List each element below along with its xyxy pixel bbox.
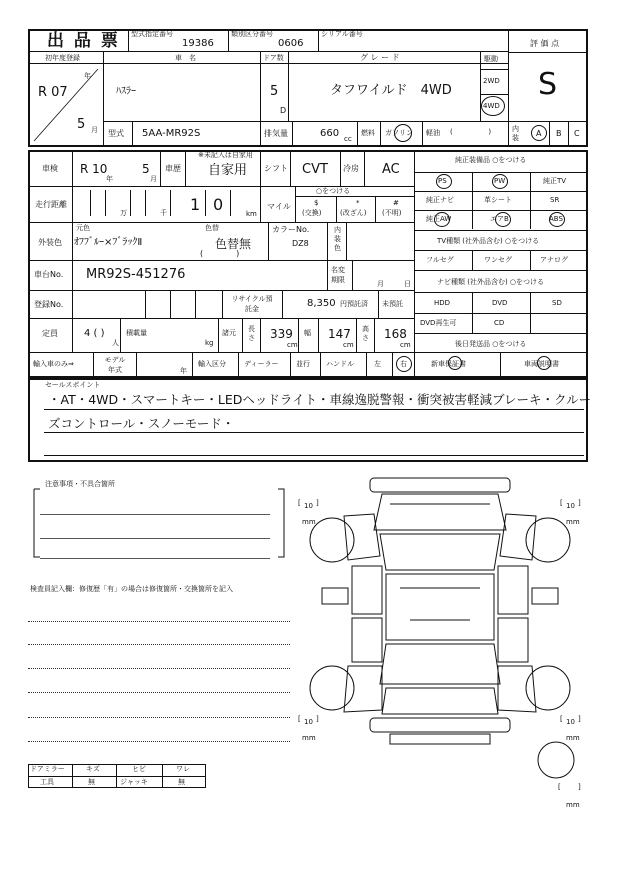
nav-hdd: HDD — [434, 299, 451, 307]
import-label: 輸入車のみ⇒ — [33, 360, 74, 368]
tv-oneseg: ワンセグ — [484, 256, 512, 264]
model-value: 5AA-MR92S — [142, 128, 201, 139]
aircon-value: AC — [382, 162, 400, 177]
type-no-label: 型式指定番号 — [131, 30, 173, 38]
first-reg-month: 5 — [77, 117, 86, 132]
doors-d: D — [280, 106, 287, 115]
handle-right-circle — [396, 356, 412, 372]
first-reg-label: 初年度登録 — [45, 54, 80, 62]
recycle-done: 円預託済 — [340, 300, 368, 308]
shaken-month: 5 — [142, 162, 150, 176]
tire-spare-close: ] — [578, 783, 581, 791]
tire-spare-unit: mm — [566, 801, 580, 809]
caution-label: 注意事項・不具合箇所 — [45, 480, 115, 488]
history-label: 車歴 — [165, 164, 181, 173]
model-year-suffix: 年 — [180, 367, 187, 375]
sales-point-label: セールスポイント — [45, 381, 101, 389]
tire-fl-close: ] — [316, 499, 319, 507]
nav-sd: SD — [552, 299, 562, 307]
category-no-value: 0606 — [278, 38, 304, 49]
import-dealer: ディーラー — [244, 360, 279, 368]
category-no-label: 類別区分番号 — [231, 30, 273, 38]
later-manual: 車両説明書 — [524, 360, 559, 368]
shaken-year: R 10 — [80, 162, 108, 176]
capacity-value: 4 ( ) — [84, 328, 105, 339]
inspector-label: 検査員記入欄：修復歴「有」の場合は修復箇所・交換箇所を記入 — [30, 585, 233, 593]
capacity-label: 定員 — [42, 329, 58, 338]
width-label: 幅 — [304, 329, 311, 337]
width-unit: cm — [343, 341, 354, 349]
nav-cd: CD — [494, 319, 505, 327]
equipment-airbag: エアB — [490, 215, 509, 223]
nav-type-title: ナビ種類 (社外品含む) ○をつける — [437, 278, 545, 286]
orig-color-label: 元色 — [76, 224, 90, 232]
score-label: 評 価 点 — [530, 39, 560, 48]
equipment-abs: ABS — [549, 215, 563, 223]
equipment-leather: 革シート — [484, 196, 512, 204]
shaken-month-suffix: 月 — [150, 175, 157, 183]
equipment-sr: SR — [550, 196, 560, 204]
equipment-navi: 純正ナビ — [426, 196, 454, 204]
load-label: 積載量 — [126, 329, 147, 337]
fuel-diesel: 軽油 — [426, 129, 440, 137]
exchange-label: (交換) — [302, 209, 322, 217]
unknown-hash: # — [393, 199, 399, 207]
color-change-label: 色替 — [205, 224, 219, 232]
later-title: 後日発送品 ○をつける — [455, 340, 527, 348]
handle-left: 左 — [374, 360, 381, 368]
interior-a-circle — [531, 125, 547, 141]
equipment-aw-circle — [434, 212, 450, 227]
tire-fl-unit: mm — [302, 518, 316, 526]
form-title: 出 品 票 — [47, 31, 120, 51]
equipment-abs-circle — [549, 212, 565, 227]
shaken-year-suffix: 年 — [106, 175, 113, 183]
displacement-cc: cc — [344, 135, 352, 143]
drive-2wd: 2WD — [483, 77, 500, 85]
color-no-label: カラーNo. — [272, 225, 310, 234]
mileage-km: km — [246, 210, 257, 218]
chassis-label: 車台No. — [34, 270, 64, 279]
tire-fl-bracket: [ — [298, 499, 301, 507]
first-reg-era: R 07 — [38, 85, 68, 100]
legend-mirror: ドアミラー — [30, 765, 65, 773]
shift-value: CVT — [302, 162, 328, 177]
score-value: S — [538, 67, 558, 102]
type-no-value: 19386 — [182, 38, 214, 49]
first-reg-month-suffix: 月 — [91, 126, 98, 134]
dimension-label: 諸元 — [222, 329, 236, 337]
mileage-man: 万 — [120, 209, 127, 217]
nav-dvd-play: DVD再生可 — [420, 319, 457, 327]
name-change-label: 名変期限 — [331, 266, 345, 284]
legend-jack: ジャッキ — [120, 778, 148, 786]
mileage-digit-hundreds: 1 — [190, 195, 201, 214]
interior-b: B — [556, 129, 562, 138]
equipment-title: 純正装備品 ○をつける — [455, 156, 527, 164]
legend-crack: ヒビ — [132, 765, 146, 773]
capacity-unit: 人 — [112, 339, 119, 347]
caution-bracket — [28, 485, 290, 565]
tire-fr-close: ] — [578, 499, 581, 507]
recycle-label: リサイクル預託金 — [231, 295, 273, 313]
name-change-day: 日 — [404, 280, 411, 288]
tire-rl-close: ] — [316, 715, 319, 723]
serial-label: シリアル番号 — [321, 30, 363, 38]
fuel-gasoline-circle — [394, 124, 412, 142]
legend-jack-value: 無 — [178, 778, 185, 786]
model-year-label: モデル年式 — [104, 356, 126, 374]
equipment-ps: PS — [438, 177, 447, 185]
tire-rr-unit: mm — [566, 734, 580, 742]
color-change-value: 色替無 — [215, 237, 252, 251]
tire-rl-depth: 10 — [304, 718, 313, 726]
tire-rr-close: ] — [578, 715, 581, 723]
height-unit: cm — [400, 341, 411, 349]
fuel-bracket: ( ) — [450, 128, 492, 136]
interior-color-label: 内装色 — [334, 226, 341, 252]
length-unit: cm — [287, 341, 298, 349]
later-warranty-circle — [448, 356, 462, 370]
equipment-pw: PW — [494, 177, 506, 185]
later-warranty: 新車保証書 — [431, 360, 466, 368]
height-label: 高さ — [362, 325, 369, 342]
import-parallel: 並行 — [296, 360, 310, 368]
sales-point-line1: ・AT・4WD・スマートキー・LEDヘッドライト・車線逸脱警報・衝突被害軽減ブレーキ・クルー — [48, 392, 592, 407]
interior-c: C — [574, 129, 580, 138]
length-value: 339 — [270, 327, 293, 341]
nav-dvd: DVD — [492, 299, 508, 307]
tire-rr-depth: 10 — [566, 718, 575, 726]
doors-label: ドア数 — [263, 54, 284, 62]
tv-type-title: TV種類 (社外品含む) ○をつける — [437, 237, 540, 245]
tire-fr-unit: mm — [566, 518, 580, 526]
legend-scratch: キズ — [86, 765, 100, 773]
chassis-value: MR92S-451276 — [86, 267, 186, 282]
tamper-label: (改ざん) — [340, 209, 367, 217]
mileage-digit-tens: 0 — [213, 195, 224, 214]
drive-label: 駆動 — [484, 55, 498, 63]
equipment-pw-circle — [492, 174, 508, 189]
tamper-star: * — [356, 199, 360, 207]
color-paren: ( ) — [200, 249, 240, 258]
width-value: 147 — [328, 327, 351, 341]
grade-value: タフワイルド 4WD — [330, 83, 452, 98]
car-name-label: 車 名 — [175, 54, 196, 62]
shift-label: シフト — [264, 164, 288, 173]
orig-color-value: ｵﾌﾌﾞﾙｰ×ﾌﾞﾗｯｸⅡ — [74, 237, 143, 248]
height-value: 168 — [384, 327, 407, 341]
legend-tools: 工具 — [40, 778, 54, 786]
reg-no-label: 登録No. — [34, 300, 64, 309]
model-label: 型式 — [108, 129, 124, 138]
displacement-label: 排気量 — [264, 129, 288, 138]
first-reg-year-suffix: 年 — [84, 72, 91, 80]
drive-4wd-circle — [481, 96, 505, 116]
car-damage-diagram — [300, 470, 580, 790]
fuel-label: 燃料 — [361, 129, 375, 137]
sales-point-line2: ズコントロール・スノーモード・ — [48, 416, 235, 431]
tire-fr-depth: 10 — [566, 502, 575, 510]
recycle-pending: 未預託 — [382, 300, 403, 308]
name-change-month: 月 — [377, 280, 384, 288]
shaken-label: 車検 — [42, 164, 58, 173]
color-label: 外装色 — [38, 238, 62, 247]
first-reg-divider — [28, 63, 103, 147]
length-label: 長さ — [248, 325, 255, 342]
equipment-tv: 純正TV — [543, 177, 567, 185]
load-unit: kg — [205, 339, 214, 347]
mileage-sen: 千 — [160, 209, 167, 217]
tv-fullseg: フルセグ — [426, 256, 454, 264]
tv-analog: アナログ — [540, 256, 568, 264]
legend-break: ワレ — [176, 765, 190, 773]
mileage-label: 走行距離 — [35, 200, 67, 209]
exchange-dollar: $ — [314, 199, 319, 207]
mile-label: マイル — [267, 202, 291, 211]
color-no-value: DZ8 — [292, 239, 309, 248]
later-manual-circle — [537, 356, 551, 370]
interior-label: 内装 — [512, 125, 519, 142]
tire-spare-bracket: [ — [558, 783, 561, 791]
mileage-mark-note: ○をつける — [316, 187, 351, 195]
handle-right: 右 — [400, 360, 407, 368]
tire-rl-bracket: [ — [298, 715, 301, 723]
tire-fl-depth: 10 — [304, 502, 313, 510]
tire-fr-bracket: [ — [560, 499, 563, 507]
equipment-ps-circle — [436, 174, 452, 189]
aircon-label: 冷房 — [343, 164, 359, 173]
unknown-label: (不明) — [382, 209, 402, 217]
handle-label: ハンドル — [326, 360, 354, 368]
tire-rr-bracket: [ — [560, 715, 563, 723]
equipment-aw: 純正AW — [426, 215, 452, 223]
equipment-airbag-circle — [495, 212, 511, 227]
doors-value: 5 — [270, 84, 279, 99]
grade-label: グ レ ー ド — [360, 53, 400, 62]
recycle-amount: 8,350 — [307, 298, 336, 309]
history-value: 自家用 — [208, 163, 248, 178]
history-note: ※未記入は自家用 — [198, 151, 253, 159]
import-type-label: 輸入区分 — [198, 360, 226, 368]
displacement-value: 660 — [320, 128, 340, 139]
car-name: ﾊｽﾗｰ — [116, 86, 136, 97]
fuel-gasoline: ガソリン — [385, 129, 413, 137]
legend-tools-value: 無 — [88, 778, 95, 786]
interior-a: A — [536, 129, 542, 138]
drive-4wd: 4WD — [483, 102, 500, 110]
tire-rl-unit: mm — [302, 734, 316, 742]
